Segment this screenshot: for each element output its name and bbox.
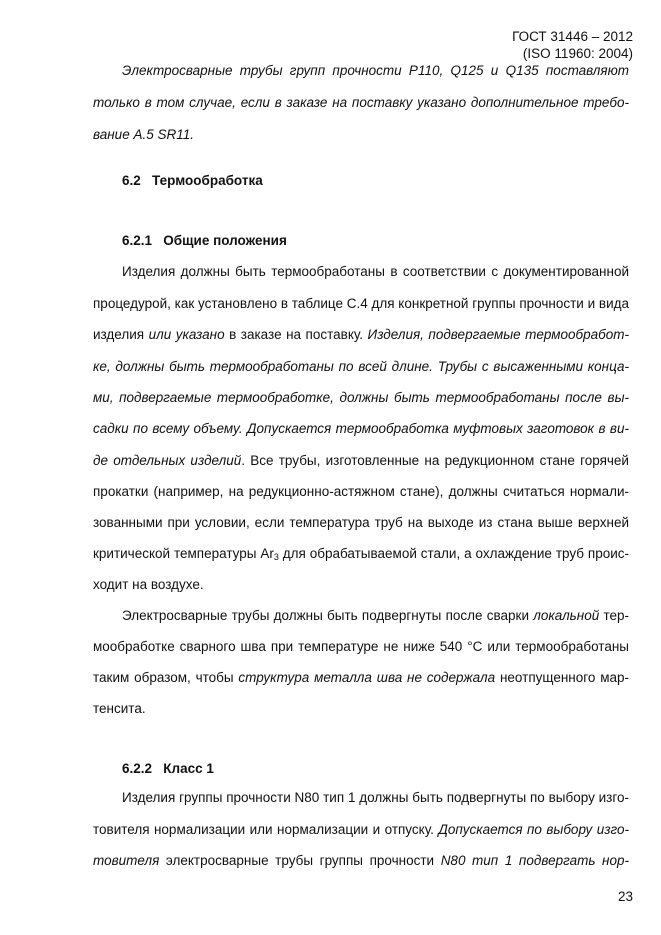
heading-6-2-title: Термообработка xyxy=(152,173,263,188)
text-run-italic: или указано xyxy=(148,327,225,342)
para-6-2-2-line-3 xyxy=(93,852,629,870)
text-run: неотпущенного мар- xyxy=(495,670,630,685)
text-run: изделия xyxy=(93,327,149,342)
heading-6-2-2-number: 6.2.2 xyxy=(122,761,153,776)
para-6-2-1-p2-line-1 xyxy=(122,607,629,625)
para-6-2-1-line-3 xyxy=(93,326,629,344)
para-6-2-1-line-5: ми, подвергаемые термообработке, должны быть термообработаны после вы- xyxy=(93,390,629,405)
heading-6-2 xyxy=(122,172,629,190)
text-run-italic: структура металла шва не содержала xyxy=(238,670,496,685)
document-header xyxy=(512,28,633,62)
intro-line-2: только в том случае, если в заказе на поставку указано дополнительное требо- xyxy=(93,95,629,110)
heading-6-2-1-number: 6.2.1 xyxy=(122,233,153,248)
standard-code: ГОСТ 31446 – 2012 xyxy=(512,29,633,44)
text-run: тер- xyxy=(599,608,629,623)
text-run-italic: товителя xyxy=(93,853,160,868)
heading-6-2-2-title: Класс 1 xyxy=(163,761,214,776)
text-run: таким образом, чтобы xyxy=(93,670,239,685)
heading-6-2-1-title: Общие положения xyxy=(163,233,287,248)
para-6-2-1-p2-line-4: тенсита. xyxy=(93,701,146,716)
intro-line-1: Электросварные трубы групп прочности Р110, Q125 и Q135 поставляют xyxy=(122,63,629,78)
text-run-italic: Допускается по выбору изго- xyxy=(438,822,629,837)
heading-6-2-2 xyxy=(122,760,629,778)
para-6-2-1-line-10 xyxy=(93,545,629,563)
para-6-2-2-line-1: Изделия группы прочности N80 тип 1 должны быть подвергнуты по выбору изго- xyxy=(122,790,629,805)
text-run-italic: N80 тип 1 подвергать нор- xyxy=(440,853,629,868)
para-6-2-1-line-8: прокатки (например, на редукционно-астяжном стане), должны считаться нормали- xyxy=(93,484,629,499)
para-6-2-1-line-2: процедурой, как установлено в таблице С.4 для конкретной группы прочности и вида xyxy=(93,296,629,311)
para-6-2-1-line-1: Изделия должны быть термообработаны в соответствии с документированной xyxy=(122,264,629,279)
text-run-italic: де отдельных изделий xyxy=(93,453,242,468)
para-6-2-1-line-9: зованными при условии, если температура труб на выходе из стана выше верхней xyxy=(93,515,629,530)
text-run: . Все трубы, изготовленные на редукционном стане горячей xyxy=(241,453,629,468)
iso-reference: (ISO 11960: 2004) xyxy=(522,46,633,61)
text-run: в заказе на поставку. xyxy=(224,327,368,342)
text-run: электросварные трубы группы прочности xyxy=(159,853,441,868)
para-6-2-1-p2-line-3 xyxy=(93,669,629,687)
text-run: Электросварные трубы должны быть подвергнуты после сварки xyxy=(122,608,534,623)
para-6-2-1-line-11: ходит на воздухе. xyxy=(93,577,204,592)
intro-line-3: вание А.5 SR11. xyxy=(93,127,194,142)
page-number: 23 xyxy=(617,889,633,904)
text-run-italic: локальной xyxy=(533,608,600,623)
heading-6-2-number: 6.2 xyxy=(122,173,141,188)
heading-6-2-1 xyxy=(122,232,629,250)
subscript: 3 xyxy=(273,552,279,562)
text-run-italic: Изделия, подвергаемые термообработ- xyxy=(367,327,629,342)
para-6-2-1-line-4: ке, должны быть термообработаны по всей длине. Трубы с высаженными конца- xyxy=(93,359,629,374)
para-6-2-1-p2-line-2: мообработке сварного шва при температуре не ниже 540 °С или термообработаны xyxy=(93,639,629,654)
para-6-2-1-line-7 xyxy=(93,452,629,470)
text-run: критической температуры Ar xyxy=(93,546,274,561)
para-6-2-2-line-2 xyxy=(93,821,629,839)
text-run: товителя нормализации или нормализации и отпуску. xyxy=(93,822,439,837)
para-6-2-1-line-6: садки по всему объему. Допускается термообработка муфтовых заготовок в ви- xyxy=(93,421,629,436)
text-run: для обрабатываемой стали, а охлаждение труб проис- xyxy=(278,546,629,561)
